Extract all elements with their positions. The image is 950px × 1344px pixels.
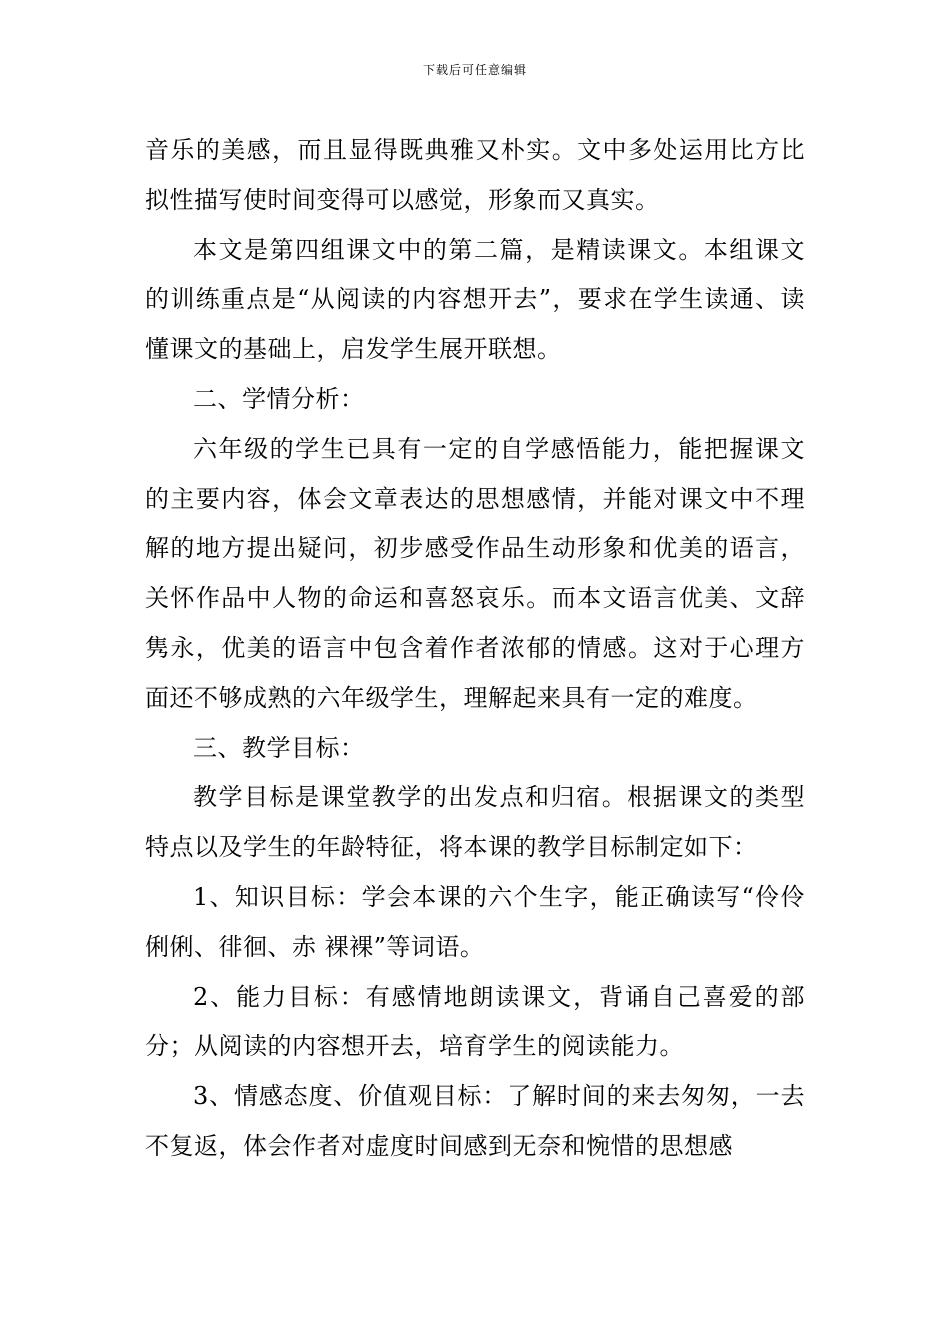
- goal-item-emotion-values: 3、情感态度、价值观目标：了解时间的来去匆匆，一去不复返，体会作者对虚度时间感到无奈和惋惜的思想感: [145, 1082, 805, 1160]
- section-heading-student-analysis: 二、学情分析：: [193, 384, 365, 413]
- section-heading-teaching-goals: 三、教学目标：: [193, 733, 365, 762]
- document-body: [145, 126, 805, 1172]
- goal-item-ability: 2、能力目标：有感情地朗读课文，背诵自己喜爱的部分；从阅读的内容想开去，培育学生的阅读能力。: [145, 982, 805, 1061]
- paragraph-continuation: 音乐的美感，而且显得既典雅又朴实。文中多处运用比方比拟性描写使时间变得可以感觉，形象而又真实。: [145, 136, 805, 214]
- paragraph-student-analysis: 六年级的学生已具有一定的自学感悟能力，能把握课文的主要内容，体会文章表达的思想感情，并能对课文中不理解的地方提出疑问，初步感受作品生动形象和优美的语言，关怀作品中人物的命运和喜怒哀乐。而本文语言优美、文辞隽永，优美的语言中包含着作者浓郁的情感。这对于心理方面还不够成熟的六年级学生，理解起来具有一定的难度。: [145, 434, 805, 712]
- paragraph-teaching-goals-intro: 教学目标是课堂教学的出发点和归宿。根据课文的类型特点以及学生的年龄特征，将本课的教学目标制定如下：: [145, 783, 805, 862]
- goal-item-knowledge: 1、知识目标：学会本课的六个生字，能正确读写“伶伶俐俐、徘徊、赤 裸裸”等词语。: [145, 882, 805, 961]
- page-header: 下载后可任意编辑: [422, 63, 527, 77]
- paragraph-lesson-position: 本文是第四组课文中的第二篇，是精读课文。本组课文的训练重点是“从阅读的内容想开去”，要求在学生读通、读懂课文的基础上，启发学生展开联想。: [145, 235, 805, 364]
